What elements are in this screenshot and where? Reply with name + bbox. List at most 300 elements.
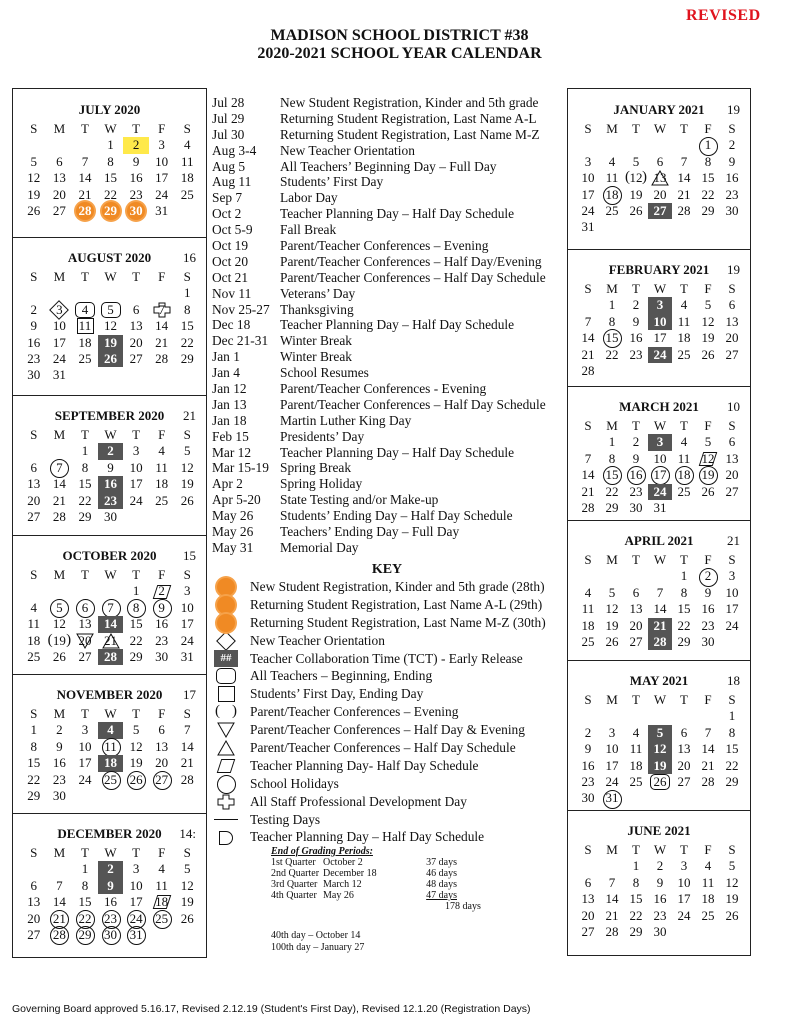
day-cell: 12: [52, 616, 66, 632]
event-date: May 26: [212, 524, 254, 540]
day-cell: 1: [608, 434, 616, 450]
weekday-label: W: [653, 281, 667, 296]
day-cell: 6: [30, 877, 38, 893]
event-description: Returning Student Registration, Last Name M-Z: [280, 126, 540, 142]
key-row: [212, 811, 562, 829]
empty-cell: [576, 858, 600, 874]
left-month-0: [13, 89, 206, 237]
event-description: Memorial Day: [280, 539, 359, 555]
day-cell: 4: [584, 584, 592, 600]
week-row: [576, 467, 744, 483]
month-divider: [568, 810, 750, 811]
left-month-3: [13, 535, 206, 674]
empty-cell: [696, 363, 720, 379]
day-cell: 1: [107, 137, 114, 153]
event-description: Students’ Ending Day – Half Day Schedule: [280, 508, 513, 524]
empty-cell: [72, 583, 98, 599]
event-row: [212, 413, 562, 429]
day-cell: 20: [725, 330, 739, 346]
day-cell: 1: [608, 297, 616, 313]
key-row: [212, 793, 562, 811]
empty-cell: [21, 285, 47, 301]
empty-cell: [47, 583, 73, 599]
event-date: Jul 29: [212, 110, 245, 126]
empty-cell: [174, 927, 200, 943]
empty-cell: [720, 634, 744, 650]
day-cell: 17: [52, 334, 66, 350]
day-cell: 18: [581, 617, 595, 633]
day-cell: 3: [680, 858, 688, 874]
grading-periods: [271, 846, 501, 912]
day-cell: 12: [27, 170, 41, 186]
week-row: [576, 774, 744, 790]
event-row: [212, 445, 562, 461]
week-row: [21, 154, 200, 170]
day-cell: 12: [180, 877, 194, 893]
week-row: [21, 187, 200, 203]
day-cell: 29: [725, 773, 739, 789]
day-cell: 17: [653, 330, 667, 346]
month-school-days-count: 17: [183, 687, 196, 702]
event-row: [212, 365, 562, 381]
event-description: Winter Break: [280, 349, 352, 365]
empty-cell: [600, 363, 624, 379]
weekday-label: T: [80, 845, 89, 860]
day-cell: 8: [728, 724, 736, 740]
week-row: [576, 170, 744, 186]
empty-cell: [98, 367, 124, 383]
month-grid: [21, 121, 200, 219]
empty-cell: [98, 788, 124, 804]
day-cell: 23: [653, 907, 667, 923]
empty-cell: [72, 367, 98, 383]
day-cell: 7: [584, 450, 592, 466]
key-row: [212, 596, 562, 614]
empty-cell: [576, 568, 600, 584]
event-description: Veterans’ Day: [280, 285, 356, 301]
day-cell: 17: [605, 757, 619, 773]
key-row: [212, 703, 562, 721]
weekday-label: T: [80, 269, 89, 284]
day-cell: 2: [98, 443, 124, 459]
day-cell: 21: [180, 755, 194, 771]
grading-date: May 26: [323, 890, 354, 901]
day-cell: 2: [149, 583, 175, 599]
day-cell: 10: [648, 314, 672, 330]
week-row: [576, 741, 744, 757]
day-cell: 18: [27, 632, 41, 648]
month-grid: [576, 692, 744, 807]
weekday-label: W: [104, 121, 117, 136]
day-cell: 20: [725, 467, 739, 483]
day-cell: 18: [677, 330, 691, 346]
day-cell: 3: [648, 297, 672, 313]
day-cell: 3: [81, 722, 89, 738]
weekday-label: M: [53, 427, 66, 442]
day-cell: 13: [653, 170, 667, 186]
day-cell: 19: [648, 758, 672, 774]
day-cell: 17: [677, 891, 691, 907]
weekday-label: W: [653, 842, 667, 857]
grading-days: 37 days: [426, 857, 457, 868]
day-cell: 10: [129, 459, 143, 475]
empty-cell: [47, 861, 73, 877]
month-name: APRIL 2021: [624, 533, 694, 548]
day-cell: 26: [725, 907, 739, 923]
weekday-label: T: [680, 281, 688, 296]
grading-row: [271, 890, 501, 901]
event-date: May 31: [212, 539, 254, 555]
week-row: [576, 634, 744, 650]
day-cell: 23: [27, 350, 41, 366]
empty-cell: [720, 790, 744, 806]
day-cell: 23: [52, 771, 66, 787]
day-cell: 7: [47, 460, 73, 476]
day-cell: 4: [608, 153, 616, 169]
day-cell: 2: [30, 301, 38, 317]
empty-cell: [123, 788, 149, 804]
week-row: [576, 585, 744, 601]
grading-date: December 18: [323, 868, 377, 879]
day-cell: 20: [155, 755, 169, 771]
weekday-label: T: [132, 121, 141, 136]
day-cell: 16: [155, 616, 169, 632]
event-date: Oct 19: [212, 238, 249, 254]
day-cell: 9: [728, 153, 736, 169]
day-cell: 21: [581, 483, 595, 499]
weekday-label: T: [632, 692, 640, 707]
month-grid: [21, 427, 200, 525]
weekday-label: M: [53, 845, 66, 860]
day-cell: 9: [632, 313, 640, 329]
day-cell: 14: [677, 170, 691, 186]
day-cell: 17: [648, 467, 672, 483]
day-cell: 18: [180, 170, 194, 186]
empty-cell: [648, 219, 672, 235]
day-cell: 16: [104, 894, 118, 910]
day-cell: 21: [155, 334, 169, 350]
day-cell: 27: [52, 202, 66, 218]
weekday-label: S: [584, 692, 592, 707]
event-description: Parent/Teacher Conferences - Evening: [280, 381, 487, 397]
para-symbol-icon: [212, 757, 250, 774]
day-cell: 23: [98, 493, 124, 509]
day-cell: 8: [608, 450, 616, 466]
day-cell: 20: [629, 617, 643, 633]
day-cell: 2: [656, 858, 664, 874]
weekday-label: W: [104, 567, 117, 582]
day-cell: 11: [581, 601, 595, 617]
event-description: Returning Student Registration, Last Name A-L: [280, 110, 537, 126]
day-cell: ( 12 ): [624, 170, 648, 186]
day-cell: 14: [581, 330, 595, 346]
day-cell: 7: [584, 313, 592, 329]
key-label: All Staff Professional Development Day: [250, 793, 467, 809]
week-row: [21, 460, 200, 476]
week-row: [21, 137, 200, 153]
day-cell: 3: [584, 153, 592, 169]
weekday-label: T: [80, 567, 89, 582]
day-cell: 3: [608, 724, 616, 740]
day-cell: 27: [725, 346, 739, 362]
day-cell: 16: [629, 330, 643, 346]
week-row: [576, 297, 744, 313]
day-cell: 26: [123, 772, 149, 788]
weekday-label: T: [680, 121, 688, 136]
star-symbol-icon: [212, 596, 250, 613]
day-cell: 16: [653, 891, 667, 907]
empty-cell: [576, 434, 600, 450]
day-cell: 2: [584, 724, 592, 740]
weekday-label: M: [606, 121, 618, 136]
day-cell: 1: [184, 285, 191, 301]
weekday-label: M: [53, 269, 66, 284]
tri-down-symbol-icon: [212, 722, 250, 739]
weekday-header: [576, 842, 744, 858]
day-cell: 24: [581, 202, 595, 218]
month-name: AUGUST 2020: [67, 250, 152, 265]
day-cell: 5: [47, 600, 73, 616]
day-cell: 4: [98, 722, 124, 738]
day-cell: 6: [656, 153, 664, 169]
right-month-0: [568, 89, 750, 249]
event-row: [212, 95, 562, 111]
grading-total: 178 days: [445, 901, 481, 912]
event-row: [212, 476, 562, 492]
week-row: [21, 318, 200, 334]
day-cell: 24: [725, 617, 739, 633]
day-cell: 5: [704, 297, 712, 313]
weekday-label: S: [728, 121, 736, 136]
day-cell: 18: [155, 476, 169, 492]
day-cell: 13: [629, 601, 643, 617]
week-row: [21, 583, 200, 599]
day-cell: 11: [155, 877, 168, 893]
day-cell: 30: [629, 499, 643, 515]
month-grid: [576, 842, 744, 940]
day-cell: 12: [605, 601, 619, 617]
week-row: [576, 924, 744, 940]
empty-cell: [47, 285, 73, 301]
weekday-label: S: [183, 269, 191, 284]
event-date: Jan 4: [212, 365, 240, 381]
circle-symbol-icon: [212, 775, 250, 792]
day-cell: ( 19 ): [47, 633, 73, 649]
day-cell: 30: [52, 787, 66, 803]
empty-cell: [696, 790, 720, 806]
day-cell: 13: [725, 450, 739, 466]
day-cell: 24: [52, 350, 66, 366]
day-cell: 4: [680, 434, 688, 450]
day-cell: 31: [155, 202, 169, 218]
day-cell: 9: [632, 450, 640, 466]
key-title: KEY: [371, 562, 403, 577]
event-row: [212, 460, 562, 476]
empty-cell: [720, 219, 744, 235]
empty-cell: [648, 363, 672, 379]
events-list: [212, 95, 562, 556]
month-school-days-count: 14:: [179, 826, 196, 841]
event-row: [212, 302, 562, 318]
day-cell: 8: [608, 313, 616, 329]
weekday-label: F: [704, 842, 712, 857]
empty-cell: [624, 790, 648, 806]
day-cell: 31: [653, 499, 667, 515]
month-school-days-count: 18: [727, 673, 740, 688]
day-cell: 13: [129, 318, 143, 334]
grading-title: End of Grading Periods:: [271, 846, 373, 857]
day-cell: 10: [180, 599, 194, 615]
day-cell: 2: [728, 137, 736, 153]
day-cell: 14: [180, 738, 194, 754]
grading-row: [271, 879, 501, 890]
day-cell: 9: [107, 459, 114, 475]
day-cell: 21: [701, 757, 715, 773]
weekday-label: S: [584, 418, 592, 433]
day-cell: 10: [605, 741, 619, 757]
day-cell: 27: [629, 633, 643, 649]
event-description: Students’ First Day: [280, 174, 384, 190]
week-row: [576, 154, 744, 170]
grading-days: 48 days: [426, 879, 457, 890]
day-cell: 16: [27, 334, 41, 350]
weekday-label: W: [104, 427, 117, 442]
day-cell: 3: [728, 568, 736, 584]
day-cell: 29: [72, 927, 98, 943]
right-month-2: [568, 386, 750, 520]
empty-cell: [648, 568, 672, 584]
day-cell: 6: [158, 722, 165, 738]
week-row: [21, 285, 200, 301]
weekday-header: [576, 552, 744, 568]
weekday-label: S: [183, 121, 191, 136]
day-cell: 20: [78, 632, 92, 648]
empty-cell: [576, 708, 600, 724]
day-cell: 25: [701, 907, 715, 923]
event-date: Apr 2: [212, 476, 243, 492]
day-cell: 30: [155, 648, 169, 664]
empty-cell: [624, 363, 648, 379]
day-cell: 8: [107, 153, 114, 169]
day-cell: 20: [653, 186, 667, 202]
weekday-label: F: [158, 121, 166, 136]
day-cell: 17: [129, 476, 143, 492]
event-row: [212, 206, 562, 222]
day-cell: 21: [104, 632, 118, 648]
day-cell: 28: [581, 499, 595, 515]
day-cell: 12: [648, 741, 672, 757]
day-cell: 29: [605, 499, 619, 515]
key-label: School Holidays: [250, 775, 339, 791]
hex-symbol-icon: [212, 668, 250, 685]
week-row: [576, 758, 744, 774]
event-row: [212, 397, 562, 413]
day-cell: 1: [30, 722, 38, 738]
day-cell: 4: [680, 297, 688, 313]
month-divider: [568, 660, 750, 661]
empty-cell: [648, 708, 672, 724]
weekday-label: S: [30, 706, 38, 721]
event-description: Parent/Teacher Conferences – Half Day/Evening: [280, 253, 542, 269]
key-label: Teacher Collaboration Time (TCT) - Early Release: [250, 650, 523, 666]
month-name: JANUARY 2021: [613, 102, 705, 117]
weekday-label: M: [606, 842, 618, 857]
day-cell: 23: [581, 773, 595, 789]
weekday-label: S: [183, 845, 191, 860]
day-cell: 14: [52, 894, 66, 910]
event-description: Presidents’ Day: [280, 428, 365, 444]
day-cell: 9: [30, 318, 38, 334]
empty-cell: [21, 137, 47, 153]
week-row: [21, 335, 200, 351]
footer-note: Governing Board approved 5.16.17, Revised 2.12.19 (Student's First Day), Revised 12.1.20 (Registration Days): [12, 1003, 531, 1015]
empty-cell: [123, 367, 149, 383]
weekday-label: M: [606, 281, 618, 296]
day-cell: 15: [701, 170, 715, 186]
day-cell: 5: [728, 858, 736, 874]
day-cell: 22: [78, 492, 92, 508]
day-cell: 11: [27, 616, 41, 632]
day-cell: 10: [725, 584, 739, 600]
empty-cell: [696, 219, 720, 235]
day-cell: 27: [581, 923, 595, 939]
week-row: [21, 894, 200, 910]
day-cell: 4: [158, 861, 165, 877]
day-cell: 11: [629, 741, 643, 757]
weekday-label: W: [653, 552, 667, 567]
day-cell: 24: [180, 632, 194, 648]
day-cell: 25: [149, 911, 175, 927]
key-label: Returning Student Registration, Last Name M-Z (30th): [250, 614, 546, 630]
day-cell: 15: [629, 891, 643, 907]
day-cell: 17: [155, 170, 169, 186]
day-cell: 9: [584, 741, 592, 757]
day-cell: 10: [129, 877, 143, 893]
day-cell: 9: [56, 738, 63, 754]
empty-cell: [648, 790, 672, 806]
grading-date: March 12: [323, 879, 362, 890]
key-row: [212, 578, 562, 596]
event-date: Mar 12: [212, 444, 252, 460]
week-row: [21, 600, 200, 616]
weekday-header: [576, 121, 744, 137]
day-cell: 24: [605, 773, 619, 789]
event-row: [212, 190, 562, 206]
day-cell: 11: [180, 153, 194, 169]
day-cell: 24: [155, 186, 169, 202]
week-row: [576, 858, 744, 874]
week-row: [21, 633, 200, 649]
empty-cell: [624, 568, 648, 584]
weekday-label: S: [30, 567, 38, 582]
event-date: Oct 20: [212, 253, 249, 269]
day-cell: 24: [648, 484, 672, 500]
day-cell: 6: [584, 874, 592, 890]
day-cell: 18: [98, 755, 124, 771]
weekday-label: S: [728, 842, 736, 857]
day-cell: 18: [78, 334, 92, 350]
empty-cell: [149, 285, 175, 301]
key-label: Teacher Planning Day – Half Day Schedule: [250, 829, 485, 845]
weekday-label: W: [653, 692, 667, 707]
day-cell: 22: [180, 334, 194, 350]
month-grid: [21, 567, 200, 665]
day-cell: 1: [81, 861, 89, 877]
underline-symbol-icon: [212, 811, 250, 828]
event-description: Spring Holiday: [280, 476, 363, 492]
day-cell: 20: [677, 757, 691, 773]
event-row: [212, 159, 562, 175]
